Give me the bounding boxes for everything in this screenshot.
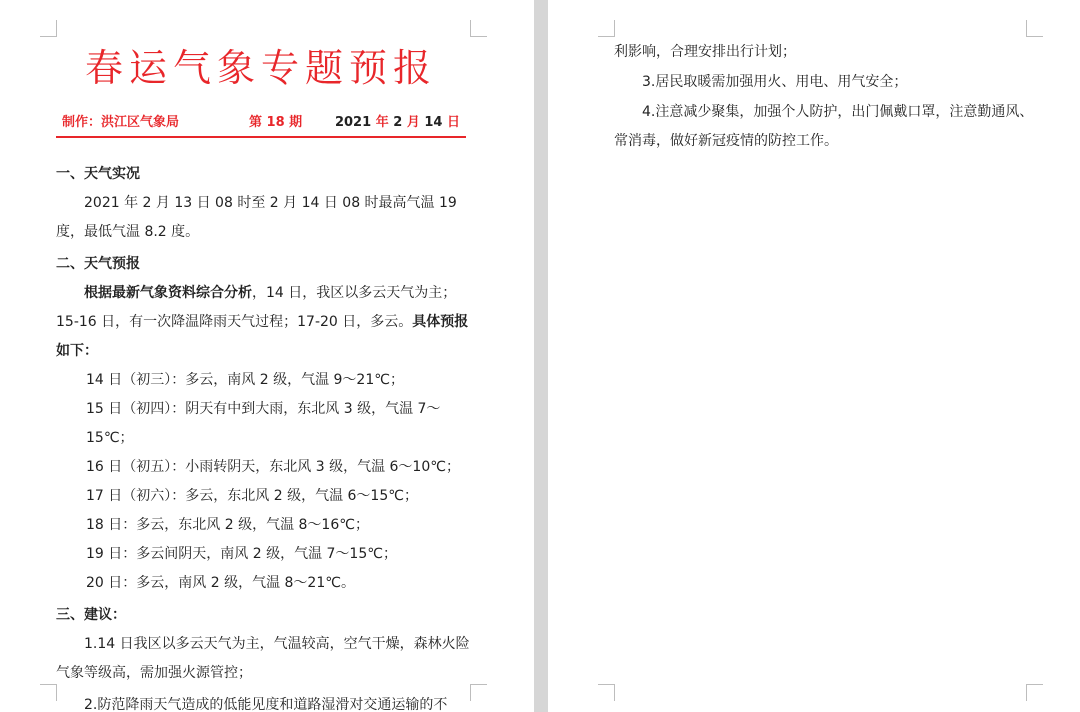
forecast-day: 19 日：多云间阴天，南风 2 级，气温 7～15℃； bbox=[86, 546, 397, 562]
suggestion-item-1: 1.14 日我区以多云天气为主，气温较高，空气干燥，森林火险气象等级高，需加强火源管控； bbox=[56, 636, 470, 681]
forecast-day: 16 日（初五）：小雨转阴天，东北风 3 级，气温 6～10℃； bbox=[86, 459, 460, 475]
suggestion-item-3: 3.居民取暖需加强用火、用电、用气安全； bbox=[642, 74, 908, 90]
masthead-issue: 第 18 期 bbox=[249, 115, 303, 130]
margin-corner-bottom-right bbox=[470, 684, 487, 701]
suggestion-item-4: 4.注意减少聚集，加强个人防护，出门佩戴口罩，注意勤通风、常消毒，做好新冠疫情的防控工作。 bbox=[614, 104, 1034, 149]
masthead-date: 2021 年 2 月 14 日 bbox=[334, 115, 460, 130]
forecast-day: 14 日（初三）：多云，南风 2 级，气温 9～21℃； bbox=[86, 372, 404, 388]
margin-corner-top-right bbox=[1026, 20, 1043, 37]
masthead-producer: 制作：洪江区气象局 bbox=[62, 115, 180, 130]
section-heading-weather-actual: 一、天气实况 bbox=[56, 166, 140, 182]
page-gutter bbox=[534, 0, 548, 712]
section-heading-suggestions: 三、建议： bbox=[56, 607, 126, 623]
section-heading-forecast: 二、天气预报 bbox=[56, 256, 140, 272]
forecast-day: 18 日：多云，东北风 2 级，气温 8～16℃； bbox=[86, 517, 369, 533]
document-body-left bbox=[56, 160, 470, 712]
weather-actual-text: 2021 年 2 月 13 日 08 时至 2 月 14 日 08 时最高气温 19 度，最低气温 8.2 度。 bbox=[56, 195, 457, 240]
margin-corner-top-left bbox=[598, 20, 615, 37]
forecast-day: 17 日（初六）：多云，东北风 2 级，气温 6～15℃； bbox=[86, 488, 418, 504]
document-title: 春运气象专题预报 bbox=[84, 46, 437, 90]
margin-corner-bottom-left bbox=[40, 684, 57, 701]
margin-corner-bottom-right bbox=[1026, 684, 1043, 701]
page-1 bbox=[0, 0, 534, 712]
forecast-summary: 根据最新气象资料综合分析，14 日，我区以多云天气为主；15-16 日，有一次降温降雨天气过程；17-20 日，多云。具体预报如下： bbox=[56, 285, 469, 359]
forecast-day: 20 日：多云，南风 2 级，气温 8～21℃。 bbox=[86, 575, 355, 591]
forecast-day: 15 日（初四）：阴天有中到大雨，东北风 3 级，气温 7～15℃； bbox=[86, 401, 441, 446]
masthead-rule bbox=[56, 136, 466, 138]
margin-corner-bottom-left bbox=[598, 684, 615, 701]
margin-corner-top-right bbox=[470, 20, 487, 37]
margin-corner-top-left bbox=[40, 20, 57, 37]
suggestion-item-2-end: 利影响，合理安排出行计划； bbox=[614, 44, 796, 60]
suggestion-item-2-start: 2.防范降雨天气造成的低能见度和道路湿滑对交通运输的不 bbox=[84, 697, 448, 712]
document-body-right bbox=[614, 38, 1034, 156]
page-2 bbox=[548, 0, 1080, 712]
